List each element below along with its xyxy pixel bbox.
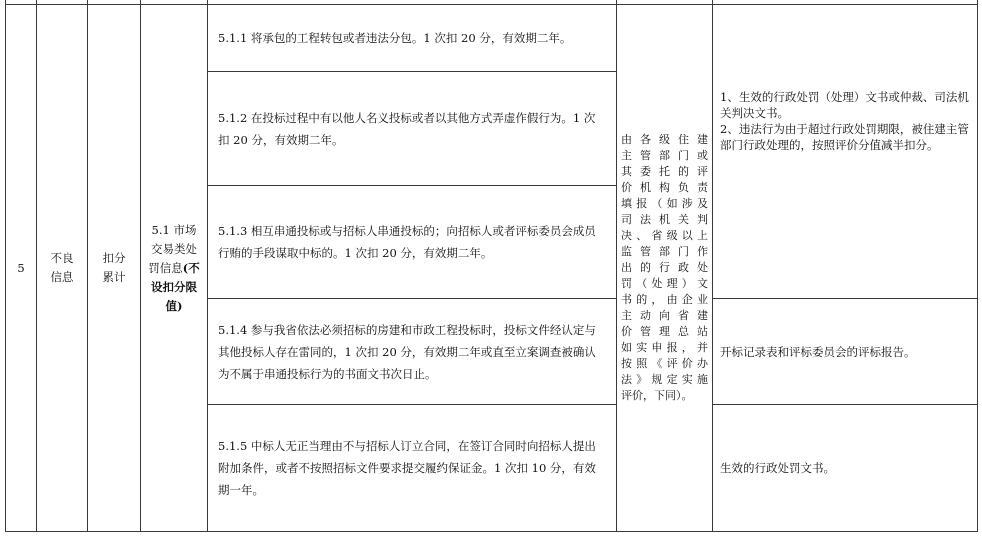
authority-line: 法》规定实施 bbox=[621, 373, 708, 386]
authority-line: 价机构负责 bbox=[621, 181, 708, 194]
item-5-1-1: 5.1.1 将承包的工程转包或者违法分包。1 次扣 20 分，有效期二年。 bbox=[208, 5, 617, 72]
evidence-line: 2、违法行为由于超过行政处罚期限，被住建主管部门行政处理的，按照评价分值减半扣分。 bbox=[720, 121, 969, 152]
authority-line: 其委托的评 bbox=[621, 165, 708, 178]
item-5-1-3: 5.1.3 相互串通投标或与招标人串通投标的；向招标人或者评标委员会成员行贿的手段谋取中标的。1 次扣 20 分，有效期二年。 bbox=[208, 186, 617, 299]
item-5-1-2: 5.1.2 在投标过程中有以他人名义投标或者以其他方式弄虚作假行为。1 次扣 20 分，有效期二年。 bbox=[208, 72, 617, 186]
authority-line: 由各级住建 bbox=[621, 133, 708, 146]
authority-line: 监管部门作 bbox=[621, 245, 708, 258]
authority-line: 决、省级以上 bbox=[621, 229, 708, 242]
authority-line: 司法机关判 bbox=[621, 213, 708, 226]
info-type-label: 不良信息 bbox=[50, 251, 74, 284]
category-cell bbox=[141, 5, 208, 532]
evidence-line: 开标记录表和评标委员会的评标报告。 bbox=[720, 344, 916, 359]
evidence-line: 生效的行政处罚文书。 bbox=[720, 461, 835, 475]
authority-line: 如实申报，并 bbox=[621, 341, 708, 354]
category-title: 5.1 市场交易类处罚信息 bbox=[148, 222, 197, 275]
table-row bbox=[6, 5, 978, 72]
authority-line: 书的，由企业 bbox=[621, 293, 708, 306]
evidence-line: 1、生效的行政处罚（处理）文书或仲裁、司法机关判决文书。 bbox=[720, 89, 969, 120]
score-method-cell bbox=[88, 5, 141, 532]
authority-line: 主管部门或 bbox=[621, 149, 708, 162]
info-type-cell bbox=[37, 5, 88, 532]
evidence-cell-2 bbox=[713, 299, 978, 405]
credit-evaluation-table bbox=[5, 4, 978, 532]
authority-line: 填报（如涉及 bbox=[621, 197, 708, 210]
evidence-cell-3 bbox=[713, 405, 978, 532]
evidence-text-1 bbox=[720, 89, 969, 153]
category-label bbox=[146, 221, 202, 316]
score-method-label: 扣分累计 bbox=[102, 251, 126, 284]
item-5-1-4: 5.1.4 参与我省依法必须招标的房建和市政工程投标时，投标文件经认定与其他投标人存在雷同的，1 次扣 20 分，有效期二年或直至立案调查被确认为不属于串通投标行为的书面文书次日止。 bbox=[208, 299, 617, 405]
authority-line: 主动向省建 bbox=[621, 309, 708, 322]
evidence-cell-1 bbox=[713, 5, 978, 299]
authority-text bbox=[621, 132, 708, 404]
authority-cell bbox=[617, 5, 713, 532]
item-5-1-5: 5.1.5 中标人无正当理由不与招标人订立合同，在签订合同时向招标人提出附加条件，或者不按照招标文件要求提交履约保证金。1 次扣 10 分，有效期一年。 bbox=[208, 405, 617, 532]
authority-line: 出的行政处 bbox=[621, 261, 708, 274]
authority-line: 评价，下同）。 bbox=[621, 389, 693, 402]
row-number: 5 bbox=[6, 5, 37, 532]
authority-line: 罚（处理）文 bbox=[621, 277, 708, 290]
authority-line: 价管理总站 bbox=[621, 325, 708, 338]
category-bold-note: (不设扣分限值) bbox=[151, 260, 200, 313]
authority-line: 按照《评价办 bbox=[621, 357, 708, 370]
